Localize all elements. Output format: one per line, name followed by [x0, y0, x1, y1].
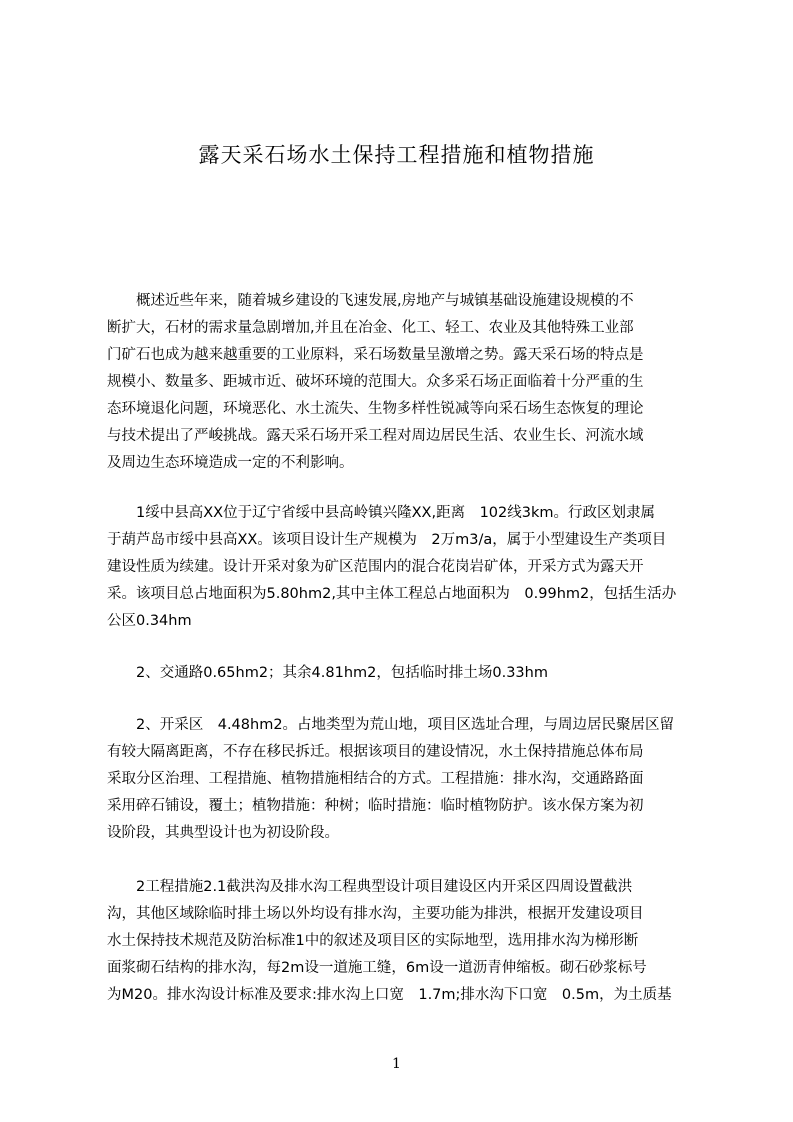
paragraph-engineering-measures — [107, 874, 697, 1009]
text-line: 2、开采区 4.48hm2。占地类型为荒山地，项目区选址合理，与周边居民聚居区留 — [107, 717, 675, 733]
text-line: 门矿石也成为越来越重要的工业原料，采石场数量呈激增之势。露天采石场的特点是 — [107, 347, 644, 363]
paragraph-traffic-road — [107, 660, 697, 687]
text-line: 建设性质为续建。设计开采对象为矿区范围内的混合花岗岩矿体，开采方式为露天开 — [107, 559, 644, 575]
paragraph-overview — [107, 288, 697, 477]
text-line: 设阶段，其典型设计也为初设阶段。 — [107, 825, 339, 841]
page-number: 1 — [392, 1056, 401, 1072]
text-line: 采取分区治理、工程措施、植物措施相结合的方式。工程措施：排水沟，交通路路面 — [107, 771, 644, 787]
text-line: 采用碎石铺设，覆土；植物措施：种树；临时措施：临时植物防护。该水保方案为初 — [107, 798, 644, 814]
text-line: 及周边生态环境造成一定的不利影响。 — [107, 455, 354, 471]
text-line: 沟，其他区域除临时排土场以外均设有排水沟，主要功能为排洪，根据开发建设项目 — [107, 906, 644, 922]
text-line: 规模小、数量多、距城市近、破坏环境的范围大。众多采石场正面临着十分严重的生 — [107, 374, 644, 390]
text-line: 公区0.34hm — [107, 613, 192, 629]
text-line: 面浆砌石结构的排水沟，每2m设一道施工缝，6m设一道沥青伸缩板。砌石砂浆标号 — [107, 960, 647, 976]
text-line: 与技术提出了严峻挑战。露天采石场开采工程对周边居民生活、农业生长、河流水域 — [107, 428, 644, 444]
text-line: 采。该项目总占地面积为5.80hm2,其中主体工程总占地面积为 0.99hm2，包括生活办 — [107, 586, 677, 602]
text-line: 1绥中县高XX位于辽宁省绥中县高岭镇兴隆XX,距离 102线3km。行政区划隶属 — [107, 505, 655, 521]
paragraph-mining-area — [107, 712, 697, 847]
text-line: 2工程措施2.1截洪沟及排水沟工程典型设计项目建设区内开采区四周设置截洪 — [107, 879, 633, 895]
text-line: 为M20。排水沟设计标准及要求:排水沟上口宽 1.7m;排水沟下口宽 0.5m，为土质基 — [107, 987, 672, 1003]
text-line: 2、交通路0.65hm2；其余4.81hm2，包括临时排土场0.33hm — [107, 665, 548, 681]
text-line: 断扩大，石材的需求量急剧增加,并且在冶金、化工、轻工、农业及其他特殊工业部 — [107, 320, 634, 336]
document-title: 露天采石场水土保持工程措施和植物措施 — [198, 143, 595, 167]
text-line: 于葫芦岛市绥中县高XX。该项目设计生产规模为 2万m3/a，属于小型建设生产类项目 — [107, 532, 667, 548]
paragraph-project-location — [107, 500, 697, 635]
text-line: 态环境退化问题，环境恶化、水土流失、生物多样性锐减等向采石场生态恢复的理论 — [107, 401, 644, 417]
text-line: 概述近些年来，随着城乡建设的飞速发展,房地产与城镇基础设施建设规模的不 — [107, 293, 634, 309]
text-line: 水土保持技术规范及防治标准1中的叙述及项目区的实际地型，选用排水沟为梯形断 — [107, 933, 639, 949]
text-line: 有较大隔离距离，不存在移民拆迁。根据该项目的建设情况，水土保持措施总体布局 — [107, 744, 644, 760]
